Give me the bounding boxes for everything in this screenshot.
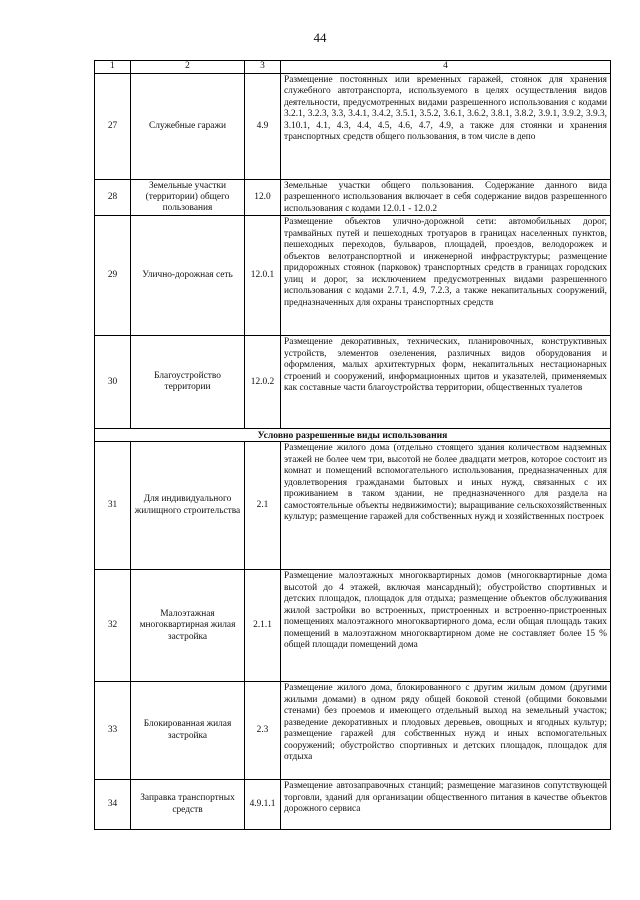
use-type-code: 12.0 xyxy=(245,180,281,216)
table-row xyxy=(95,74,611,180)
use-type-description: Размещение малоэтажных многоквартирных домов (многоквартирные дома высотой до 4 этажей, включая мансардный); обустройство спортивных и детских площадок, площадок для отдыха; размещение объектов обслуживания жилой застройки во встроенных, пристроенных и встроенно-пристроенных помещениях малоэтажного многоквартирного дома, если общая площадь таких помещений в малоэтажном многоквартирном доме не составляет более 15 % общей площади помещений дома xyxy=(281,570,611,682)
section-row xyxy=(95,429,611,442)
row-number: 28 xyxy=(95,180,131,216)
row-number: 34 xyxy=(95,780,131,830)
row-number: 32 xyxy=(95,570,131,682)
use-type-code: 2.3 xyxy=(245,682,281,780)
table-row xyxy=(95,682,611,780)
use-type-description: Размещение жилого дома, блокированного с другим жилым домом (другими жилыми домами) в одном ряду общей боковой стеной (общими боковыми стенами) без проемов и имеющего отдельный выход на земельный участок; разведение декоративных и плодовых деревьев, овощных и ягодных культур; размещение гаражей для собственных нужд и иных вспомогательных сооружений; обустройство спортивных и детских площадок, площадок для отдыха xyxy=(281,682,611,780)
row-number: 33 xyxy=(95,682,131,780)
header-row xyxy=(95,61,611,74)
use-type-name: Служебные гаражи xyxy=(131,74,245,180)
header-cell-3: 3 xyxy=(245,61,281,74)
use-type-code: 2.1 xyxy=(245,442,281,570)
table-row xyxy=(95,570,611,682)
use-type-description: Размещение объектов улично-дорожной сети: автомобильных дорог, трамвайных путей и пешеходных тротуаров в границах населенных пунктов, пешеходных переходов, бульваров, площадей, проездов, велодорожек и объектов велотранспортной и инженерной инфраструктуры; размещение придорожных стоянок (парковок) транспортных средств в границах городских улиц и дорог, за исключением предусмотренных видами разрешенного использования с кодами 2.7.1, 4.9, 7.2.3, а также некапитальных сооружений, предназначенных для охраны транспортных средств xyxy=(281,216,611,336)
use-type-name: Блокированная жилая застройка xyxy=(131,682,245,780)
use-type-name: Заправка транспортных средств xyxy=(131,780,245,830)
use-type-name: Малоэтажная многоквартирная жилая застройка xyxy=(131,570,245,682)
use-type-description: Размещение постоянных или временных гаражей, стоянок для хранения служебного автотранспорта, используемого в целях осуществления видов деятельности, предусмотренных видами разрешенного использования с кодами 3.2.1, 3.2.3, 3.3, 3.4.1, 3.4.2, 3.5.1, 3.5.2, 3.6.1, 3.6.2, 3.8.1, 3.8.2, 3.9.1, 3.9.2, 3.9.3, 3.10.1, 4.1, 4.3, 4.4, 4.5, 4.6, 4.7, 4.9, а также для стоянки и хранения транспортных средств общего пользования, в том числе в депо xyxy=(281,74,611,180)
use-type-name: Благоустройство территории xyxy=(131,336,245,429)
section-title: Условно разрешенные виды использования xyxy=(95,429,611,442)
use-type-description: Размещение декоративных, технических, планировочных, конструктивных устройств, элементов озеленения, различных видов оборудования и оформления, малых архитектурных форм, некапитальных нестационарных строений и сооружений, информационных щитов и указателей, применяемых как составные части благоустройства территории, общественных туалетов xyxy=(281,336,611,429)
table-row xyxy=(95,336,611,429)
use-type-name: Для индивидуального жилищного строительства xyxy=(131,442,245,570)
row-number: 30 xyxy=(95,336,131,429)
use-type-description: Земельные участки общего пользования. Содержание данного вида разрешенного использования включает в себя содержание видов разрешенного использования с кодами 12.0.1 - 12.0.2 xyxy=(281,180,611,216)
header-cell-2: 2 xyxy=(131,61,245,74)
use-type-code: 4.9.1.1 xyxy=(245,780,281,830)
use-type-code: 2.1.1 xyxy=(245,570,281,682)
use-type-code: 12.0.1 xyxy=(245,216,281,336)
use-type-name: Улично-дорожная сеть xyxy=(131,216,245,336)
use-type-description: Размещение автозаправочных станций; размещение магазинов сопутствующей торговли, зданий для организации общественного питания в качестве объектов дорожного сервиса xyxy=(281,780,611,830)
row-number: 29 xyxy=(95,216,131,336)
table-row xyxy=(95,780,611,830)
row-number: 31 xyxy=(95,442,131,570)
row-number: 27 xyxy=(95,74,131,180)
table-row xyxy=(95,180,611,216)
page-number: 44 xyxy=(313,30,327,45)
land-use-table xyxy=(94,60,611,830)
header-cell-4: 4 xyxy=(281,61,611,74)
use-type-code: 12.0.2 xyxy=(245,336,281,429)
table-row xyxy=(95,216,611,336)
header-cell-1: 1 xyxy=(95,61,131,74)
use-type-code: 4.9 xyxy=(245,74,281,180)
use-type-description: Размещение жилого дома (отдельно стоящего здания количеством надземных этажей не более чем три, высотой не более двадцати метров, которое состоит из комнат и помещений вспомогательного использования, предназначенных для удовлетворения гражданами бытовых и иных нужд, связанных с их проживанием в таком здании, не предназначенного для раздела на самостоятельные объекты недвижимости); выращивание сельскохозяйственных культур; размещение гаражей для собственных нужд и хозяйственных построек xyxy=(281,442,611,570)
table-row xyxy=(95,442,611,570)
use-type-name: Земельные участки (территории) общего пользования xyxy=(131,180,245,216)
